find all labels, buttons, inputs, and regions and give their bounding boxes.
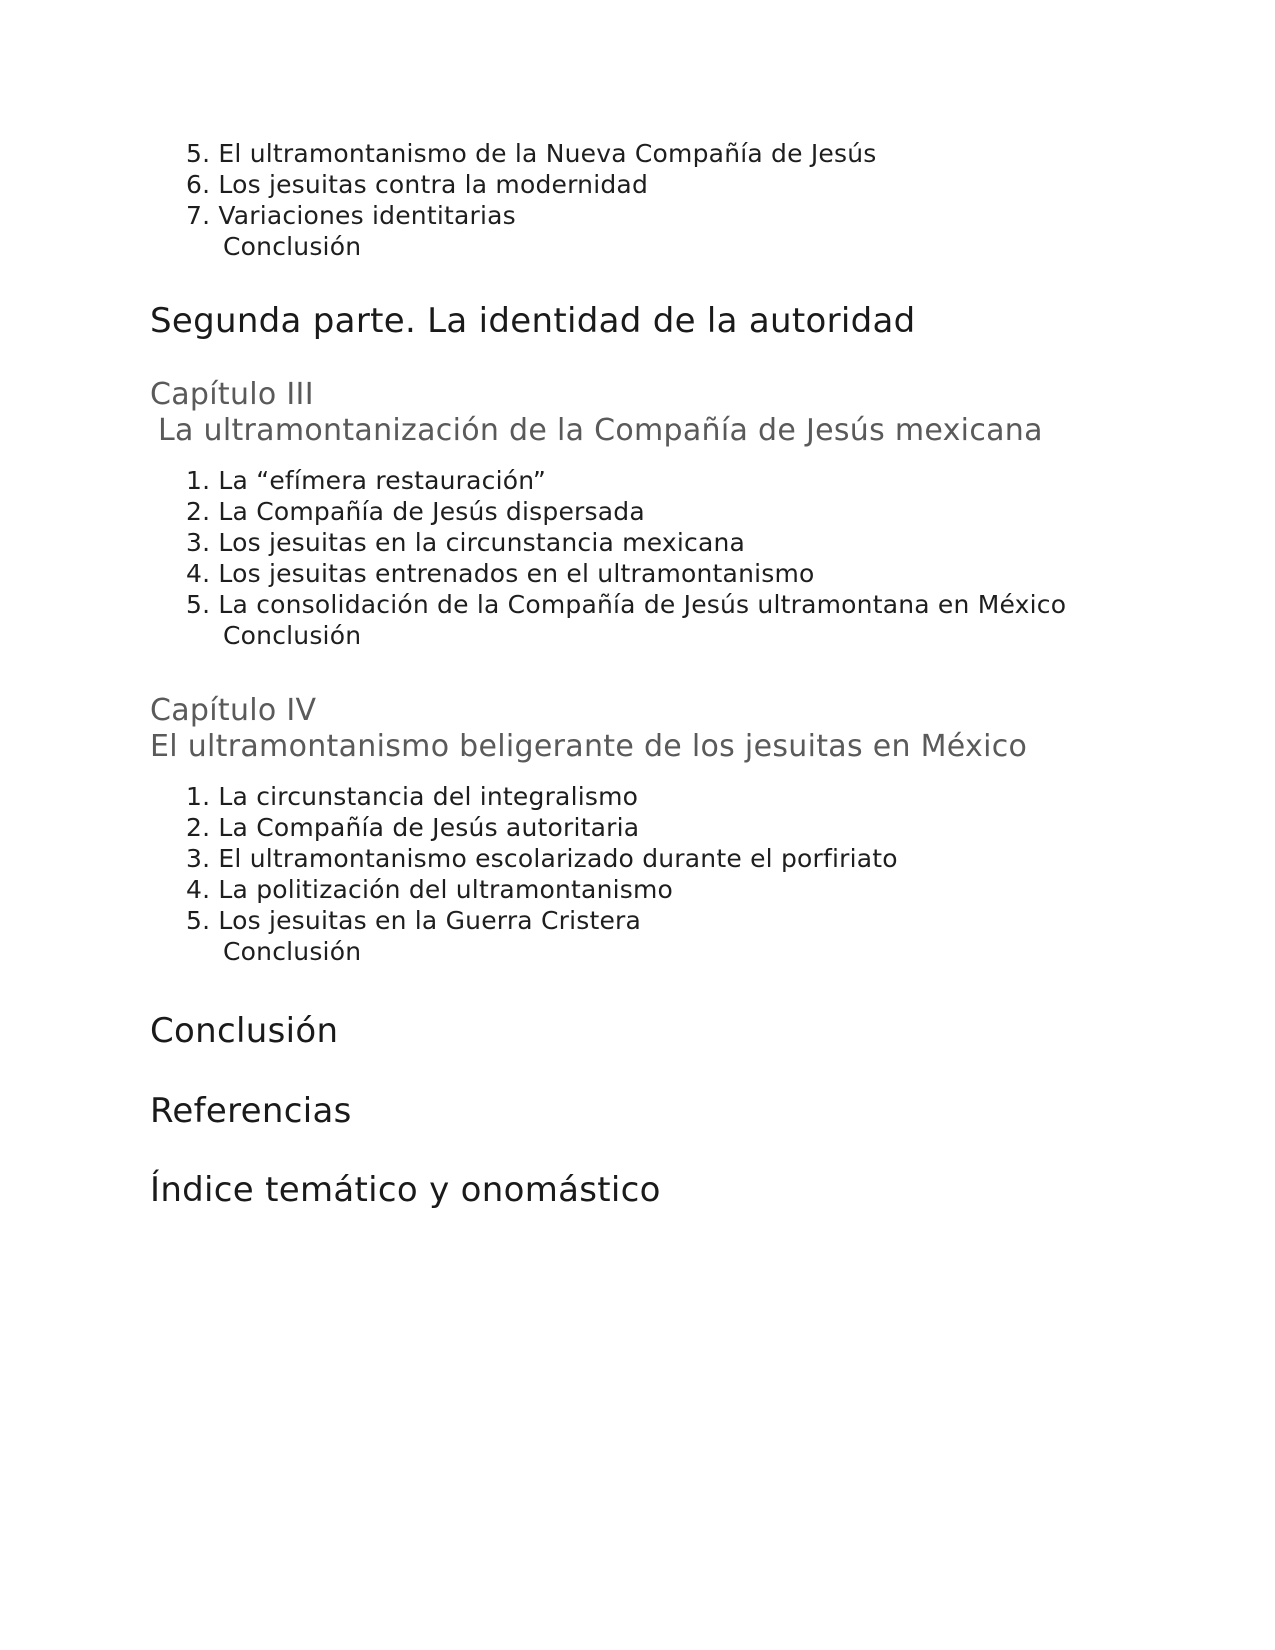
back-matter-index: Índice temático y onomástico — [150, 1170, 661, 1210]
toc-entry: 2. La Compañía de Jesús dispersada — [186, 497, 645, 526]
toc-entry: 3. El ultramontanismo escolarizado durante el porfiriato — [186, 844, 898, 873]
toc-entry: 4. La politización del ultramontanismo — [186, 875, 674, 904]
toc-entry-conclusion: Conclusión — [223, 937, 362, 966]
toc-entry-conclusion: Conclusión — [223, 621, 362, 650]
toc-entry: 3. Los jesuitas en la circunstancia mexicana — [186, 528, 746, 557]
toc-entry: 5. Los jesuitas en la Guerra Cristera — [186, 906, 642, 935]
toc-entry: 5. La consolidación de la Compañía de Jesús ultramontana en México — [186, 590, 1067, 619]
toc-entry: 1. La “efímera restauración” — [186, 466, 547, 495]
toc-entry: 5. El ultramontanismo de la Nueva Compañía de Jesús — [186, 139, 877, 168]
back-matter-references: Referencias — [150, 1091, 352, 1131]
toc-entry-conclusion: Conclusión — [223, 232, 362, 261]
chapter-title: El ultramontanismo beligerante de los jesuitas en México — [150, 729, 1028, 764]
chapter-title: La ultramontanización de la Compañía de Jesús mexicana — [158, 413, 1043, 448]
toc-entry: 4. Los jesuitas entrenados en el ultramontanismo — [186, 559, 815, 588]
toc-entry: 7. Variaciones identitarias — [186, 201, 516, 230]
chapter-label: Capítulo IV — [150, 693, 317, 728]
toc-entry: 6. Los jesuitas contra la modernidad — [186, 170, 649, 199]
part-title: Segunda parte. La identidad de la autoridad — [150, 301, 916, 341]
toc-entry: 1. La circunstancia del integralismo — [186, 782, 639, 811]
back-matter-conclusion: Conclusión — [150, 1011, 339, 1051]
chapter-label: Capítulo III — [150, 377, 314, 412]
toc-entry: 2. La Compañía de Jesús autoritaria — [186, 813, 640, 842]
